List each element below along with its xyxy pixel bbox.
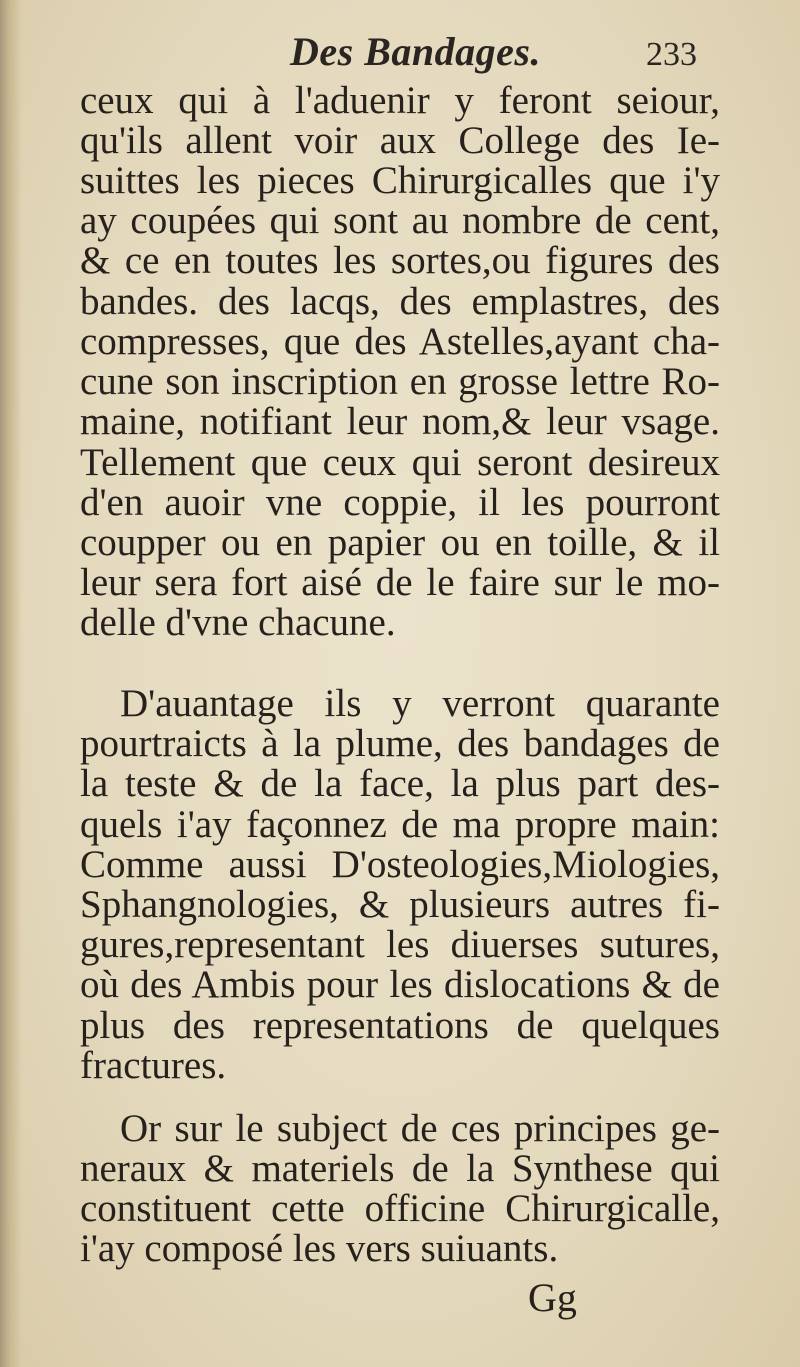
- text-line: neraux & materiels de la Synthese qui: [80, 1147, 720, 1190]
- text-line: ceux qui à l'aduenir y feront seiour,: [80, 79, 720, 122]
- text-line: quels i'ay façonnez de ma propre main:: [80, 803, 720, 846]
- text-line: leur sera fort aisé de le faire sur le mo-: [80, 561, 720, 604]
- running-title: Des Bandages.: [290, 29, 541, 74]
- text-line: cune son inscription en grosse lettre Ro-: [80, 360, 720, 403]
- page-number: 233: [646, 36, 697, 73]
- page-header: [0, 22, 800, 82]
- text-line: gures,representant les diuerses sutures,: [80, 923, 720, 966]
- text-line: ay coupées qui sont au nombre de cent,: [80, 199, 720, 242]
- text-line: constituent cette officine Chirurgicalle,: [80, 1187, 720, 1230]
- text-line: fractures.: [80, 1044, 227, 1087]
- text-line: Comme aussi D'osteologies,Miologies,: [80, 843, 720, 886]
- text-line: la teste & de la face, la plus part des-: [80, 762, 720, 805]
- text-line: Sphangnologies, & plusieurs autres fi-: [80, 883, 720, 926]
- text-line: i'ay composé les vers suiuants.: [80, 1227, 559, 1270]
- text-line: maine, notifiant leur nom,& leur vsage.: [80, 400, 720, 443]
- gutter-shadow: [0, 0, 22, 1367]
- text-line: D'auantage ils y verront quarante: [120, 682, 720, 725]
- text-line: pourtraicts à la plume, des bandages de: [80, 722, 720, 765]
- text-line: où des Ambis pour les dislocations & de: [80, 963, 720, 1006]
- text-line: & ce en toutes les sortes,ou figures des: [80, 239, 720, 282]
- text-line: delle d'vne chacune.: [80, 601, 396, 644]
- text-line: Or sur le subject de ces principes ge-: [120, 1107, 720, 1150]
- text-line: Tellement que ceux qui seront desireux: [80, 441, 720, 484]
- signature-mark: Gg: [528, 1275, 577, 1320]
- text-line: compresses, que des Astelles,ayant cha-: [80, 320, 720, 363]
- text-line: bandes. des lacqs, des emplastres, des: [80, 280, 720, 323]
- text-line: suittes les pieces Chirurgicalles que i'y: [80, 159, 720, 202]
- text-line: coupper ou en papier ou en toille, & il: [80, 521, 720, 564]
- text-line: plus des representations de quelques: [80, 1004, 720, 1047]
- text-line: d'en auoir vne coppie, il les pourront: [80, 481, 720, 524]
- text-line: qu'ils allent voir aux College des Ie-: [80, 119, 720, 162]
